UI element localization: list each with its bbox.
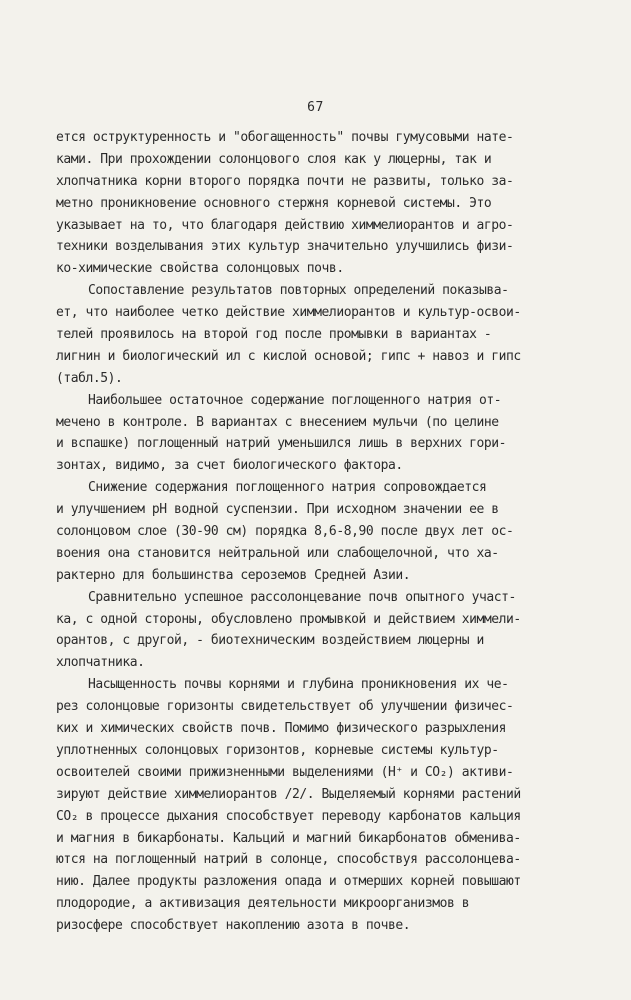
text-line: орантов, с другой, - биотехническим воздействием люцерны и bbox=[56, 633, 484, 649]
text-line: ка, с одной стороны, обусловлено промывкой и действием химмели- bbox=[56, 611, 521, 627]
text-line: мечено в контроле. В вариантах с внесением мульчи (по целине bbox=[56, 414, 499, 430]
text-line: и вспашке) поглощенный натрий уменьшился лишь в верхних гори- bbox=[56, 436, 506, 452]
text-line: ко-химические свойства солонцовых почв. bbox=[56, 261, 344, 277]
text-line: нию. Далее продукты разложения опада и отмерших корней повышают bbox=[56, 874, 521, 890]
text-line: метно проникновение основного стержня корневой системы. Это bbox=[56, 195, 492, 211]
text-line: Снижение содержания поглощенного натрия сопровождается bbox=[88, 480, 487, 496]
text-line: ками. При прохождении солонцового слоя как у люцерны, так и bbox=[56, 151, 492, 167]
text-line: (табл.5). bbox=[56, 370, 123, 386]
page-number: 67 bbox=[307, 100, 324, 115]
text-line: Наибольшее остаточное содержание поглощенного натрия от- bbox=[88, 392, 502, 408]
text-line: ет, что наиболее четко действие химмелиорантов и культур-освои- bbox=[56, 305, 521, 321]
text-line: лигнин и биологический ил с кислой основой; гипс + навоз и гипс bbox=[56, 348, 521, 364]
text-line: техники возделывания этих культур значительно улучшились физи- bbox=[56, 239, 514, 255]
text-line: СО₂ в процессе дыхания способствует переводу карбонатов кальция bbox=[56, 808, 521, 824]
text-line: Сравнительно успешное рассолонцевание почв опытного участ- bbox=[88, 589, 516, 605]
text-line: хлопчатника. bbox=[56, 655, 145, 671]
text-line: Насыщенность почвы корнями и глубина проникновения их че- bbox=[88, 677, 509, 693]
text-line: и улучшением рН водной суспензии. При исходном значении ее в bbox=[56, 502, 499, 518]
text-line: уплотненных солонцовых горизонтов, корневые системы культур- bbox=[56, 742, 499, 758]
text-line: указывает на то, что благодаря действию химмелиорантов и агро- bbox=[56, 217, 514, 233]
text-line: зируют действие химмелиорантов /2/. Выделяемый корнями растений bbox=[56, 786, 521, 802]
text-line: зонтах, видимо, за счет биологического фактора. bbox=[56, 458, 403, 474]
text-line: солонцовом слое (30-90 см) порядка 8,6-8,90 после двух лет ос- bbox=[56, 524, 514, 540]
text-line: хлопчатника корни второго порядка почти не развиты, только за- bbox=[56, 173, 514, 189]
text-line: и магния в бикарбонаты. Кальций и магний бикарбонатов обменива- bbox=[56, 830, 521, 846]
text-line: рактерно для большинства сероземов Средней Азии. bbox=[56, 567, 411, 583]
text-line: ких и химических свойств почв. Помимо физического разрыхления bbox=[56, 721, 506, 737]
text-line: телей проявилось на второй год после промывки в вариантах - bbox=[56, 327, 492, 343]
text-line: плодородие, а активизация деятельности микроорганизмов в bbox=[56, 896, 470, 912]
body-text bbox=[56, 127, 576, 937]
text-line: ризосфере способствует накоплению азота в почве. bbox=[56, 918, 411, 934]
text-line: ется оструктуренность и "обогащенность" почвы гумусовыми нате- bbox=[56, 130, 514, 145]
text-line: ются на поглощенный натрий в солонце, способствуя рассолонцева- bbox=[56, 852, 521, 868]
text-line: освоителей своими прижизненными выделениями (Н⁺ и СО₂) активи- bbox=[56, 764, 514, 780]
text-line: Сопоставление результатов повторных определений показыва- bbox=[88, 283, 509, 299]
text-line: рез солонцовые горизонты свидетельствует об улучшении физичес- bbox=[56, 699, 514, 715]
text-line: воения она становится нейтральной или слабощелочной, что ха- bbox=[56, 545, 499, 561]
